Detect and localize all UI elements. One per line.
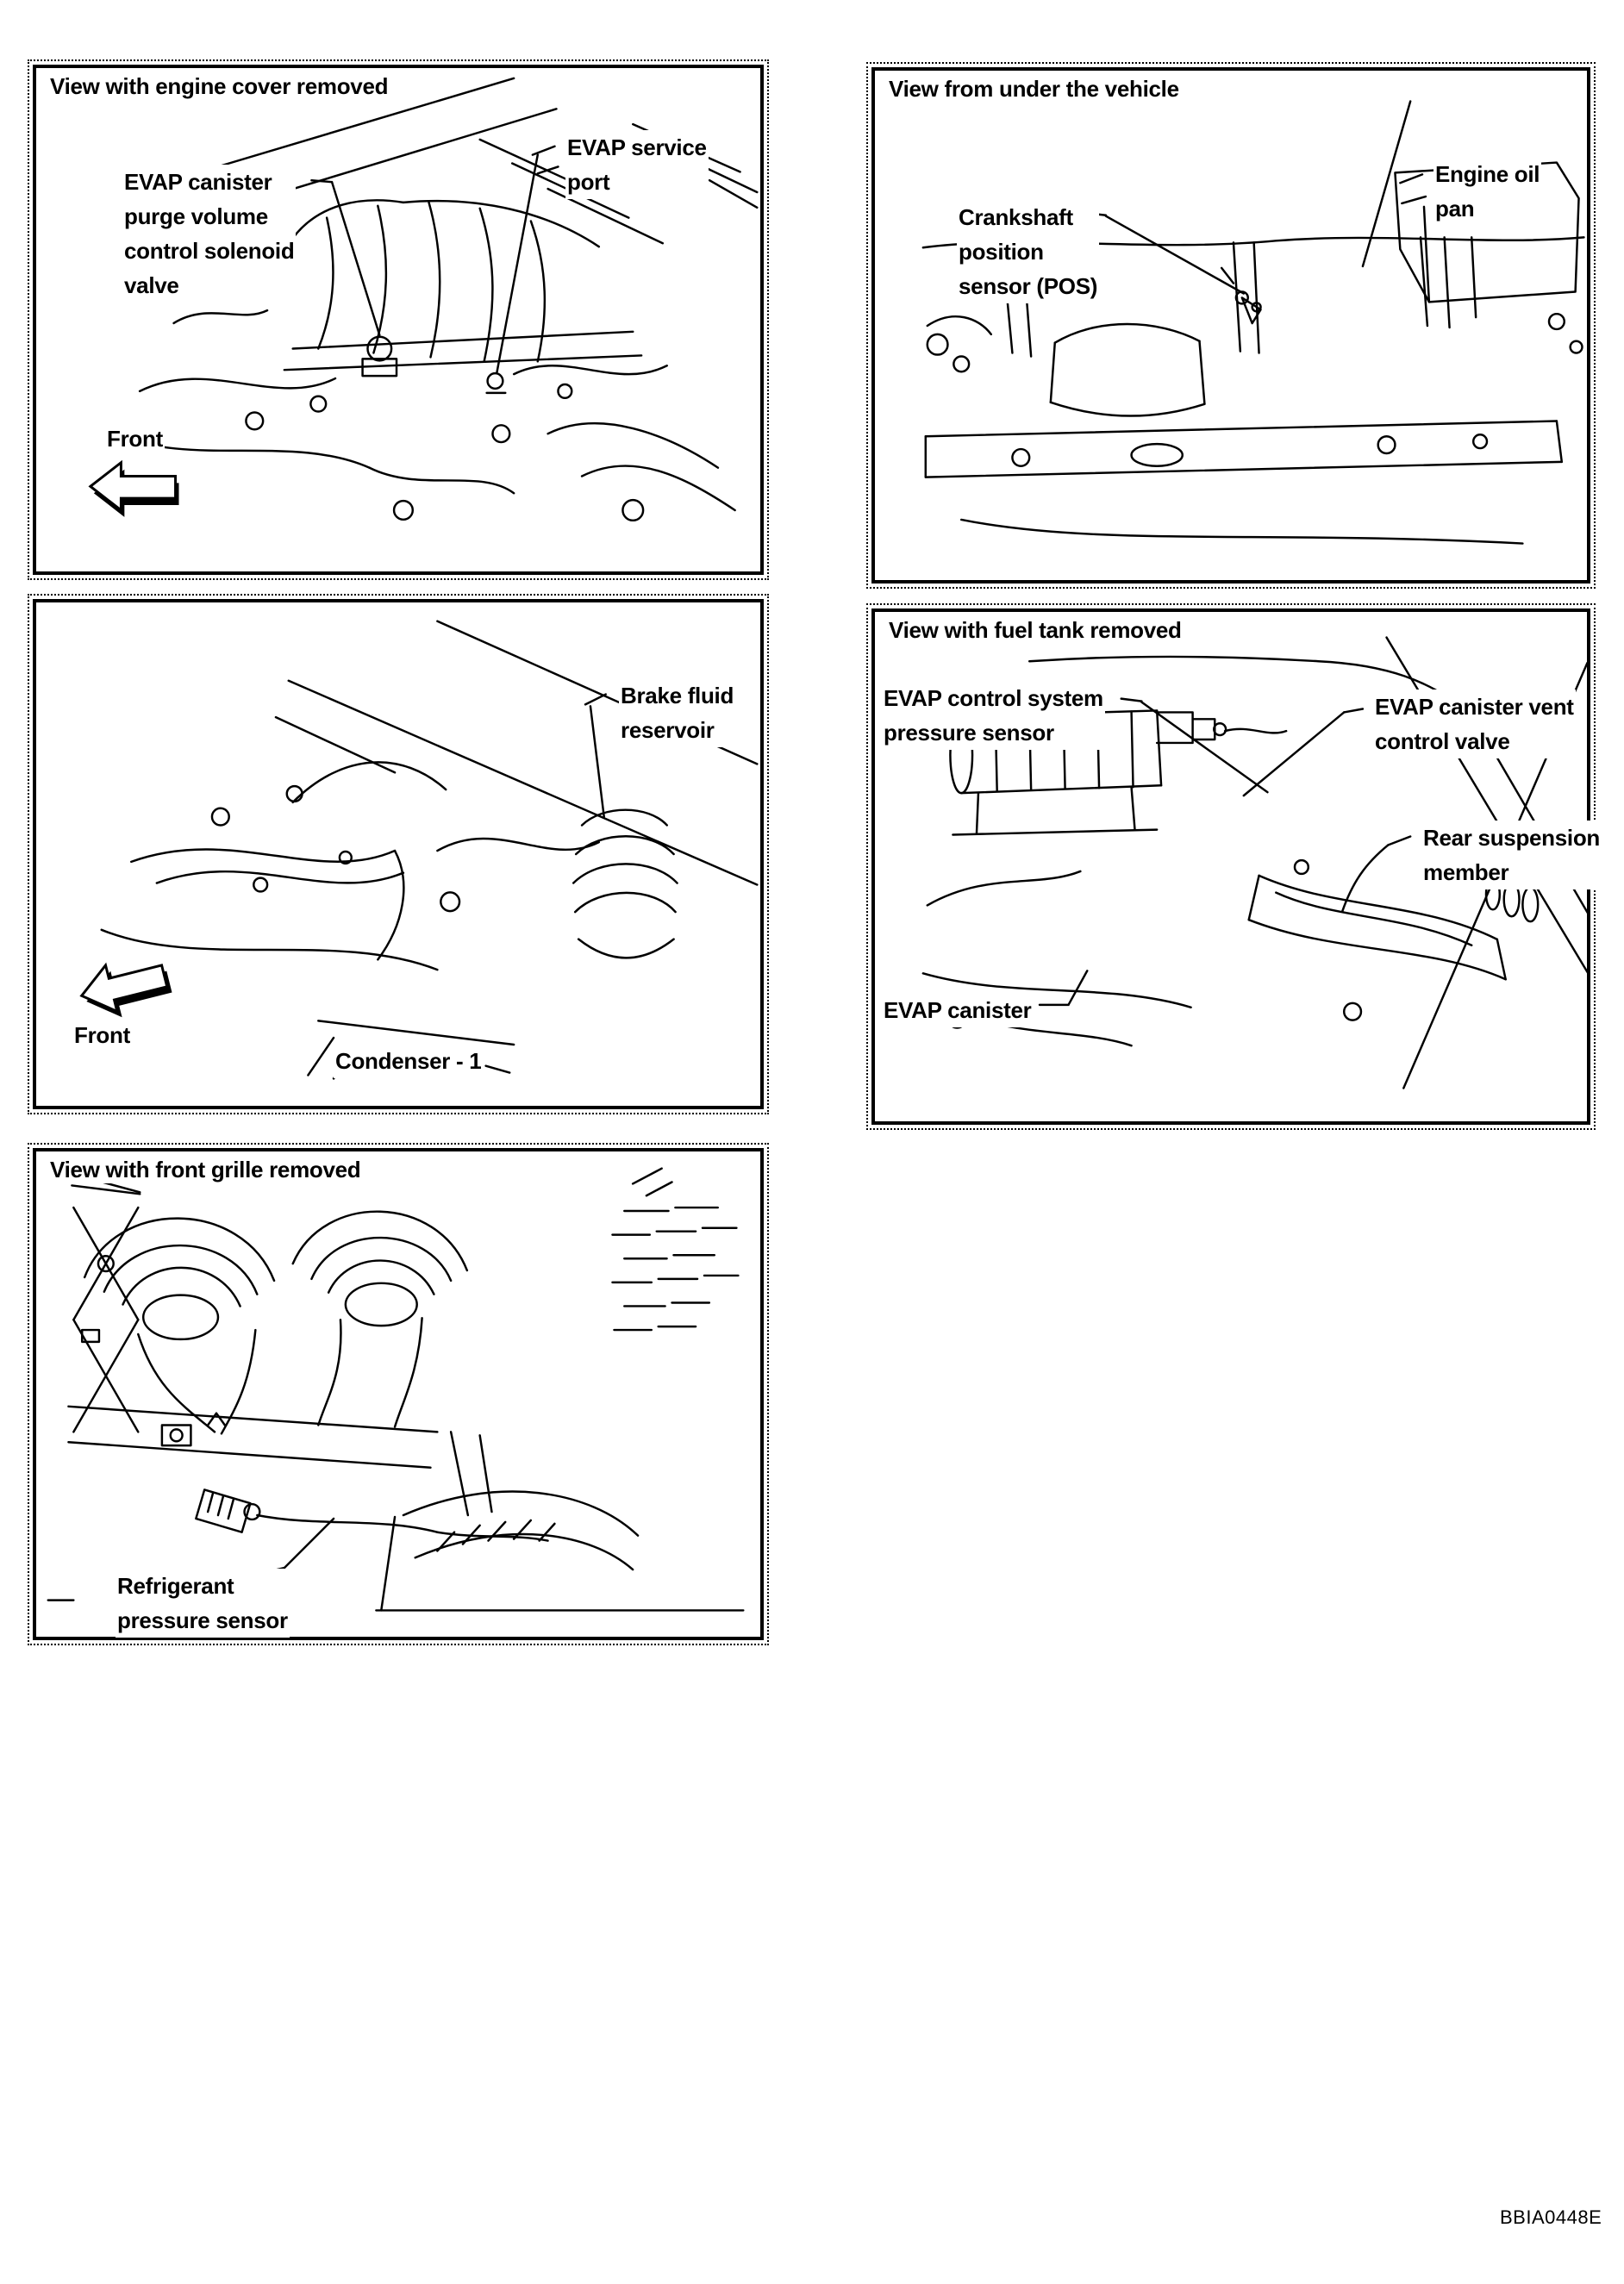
front-end-line-art xyxy=(36,1151,760,1637)
evap-service-port-shape xyxy=(487,373,506,393)
label-line: port xyxy=(567,169,610,195)
label-line: EVAP service xyxy=(567,134,707,160)
label-line: Brake fluid xyxy=(621,683,734,708)
label-line: EVAP canister xyxy=(124,169,272,195)
front-arrow-icon xyxy=(91,463,179,517)
label-engine-oil-pan xyxy=(1433,157,1541,226)
refrigerant-pressure-sensor-shape xyxy=(196,1489,259,1532)
label-rear-suspension-member xyxy=(1421,821,1602,889)
figure-code: BBIA0448E xyxy=(1500,2206,1602,2228)
label-line: Engine oil xyxy=(1435,161,1540,187)
label-line: Crankshaft xyxy=(959,204,1073,230)
brake-fluid-reservoir-shape xyxy=(573,810,677,958)
label-line: EVAP control system xyxy=(884,685,1103,711)
label-condenser-1: Condenser - 1 xyxy=(334,1044,483,1078)
label-front: Front xyxy=(72,1018,132,1052)
purge-solenoid-valve-shape xyxy=(363,337,397,376)
panel-title: View with fuel tank removed xyxy=(886,617,1184,644)
label-line: control valve xyxy=(1375,728,1510,754)
panel-view-fuel-tank-removed xyxy=(871,608,1601,1125)
label-line: member xyxy=(1423,859,1509,885)
label-brake-fluid-reservoir xyxy=(619,678,735,747)
front-arrow-icon xyxy=(76,952,175,1026)
panel-view-front-grille-removed xyxy=(33,1148,764,1640)
panel-title: View from under the vehicle xyxy=(886,76,1182,103)
label-evap-canister-purge-volume-control-solenoid-valve xyxy=(122,165,296,303)
panel-title: View with front grille removed xyxy=(47,1157,363,1183)
label-line: reservoir xyxy=(621,717,715,743)
label-evap-canister: EVAP canister xyxy=(882,993,1033,1027)
label-line: Refrigerant xyxy=(117,1573,234,1599)
label-line: pressure sensor xyxy=(884,720,1054,746)
label-evap-control-system-pressure-sensor xyxy=(882,681,1105,750)
label-line: pan xyxy=(1435,196,1475,222)
panel-view-engine-cover-removed xyxy=(33,65,764,575)
panel-brake-fluid-reservoir-view xyxy=(33,599,764,1109)
label-line: purge volume xyxy=(124,203,268,229)
label-evap-canister-vent-control-valve xyxy=(1373,690,1576,758)
label-line: sensor (POS) xyxy=(959,273,1098,299)
label-line: pressure sensor xyxy=(117,1607,288,1633)
label-evap-service-port xyxy=(565,130,709,199)
label-crankshaft-position-sensor xyxy=(957,200,1099,303)
panel-view-from-under-vehicle xyxy=(871,67,1590,583)
undercarriage-line-art xyxy=(875,71,1587,580)
label-line: Rear suspension xyxy=(1423,825,1601,851)
label-line: position xyxy=(959,239,1044,265)
rear-suspension-member-shape xyxy=(1249,876,1506,979)
label-line: control solenoid xyxy=(124,238,295,264)
label-line: valve xyxy=(124,272,179,298)
label-front: Front xyxy=(105,421,165,456)
horn-right-shape xyxy=(293,1212,467,1427)
label-refrigerant-pressure-sensor xyxy=(116,1569,290,1638)
label-line: EVAP canister vent xyxy=(1375,694,1574,720)
panel-title: View with engine cover removed xyxy=(47,73,390,100)
